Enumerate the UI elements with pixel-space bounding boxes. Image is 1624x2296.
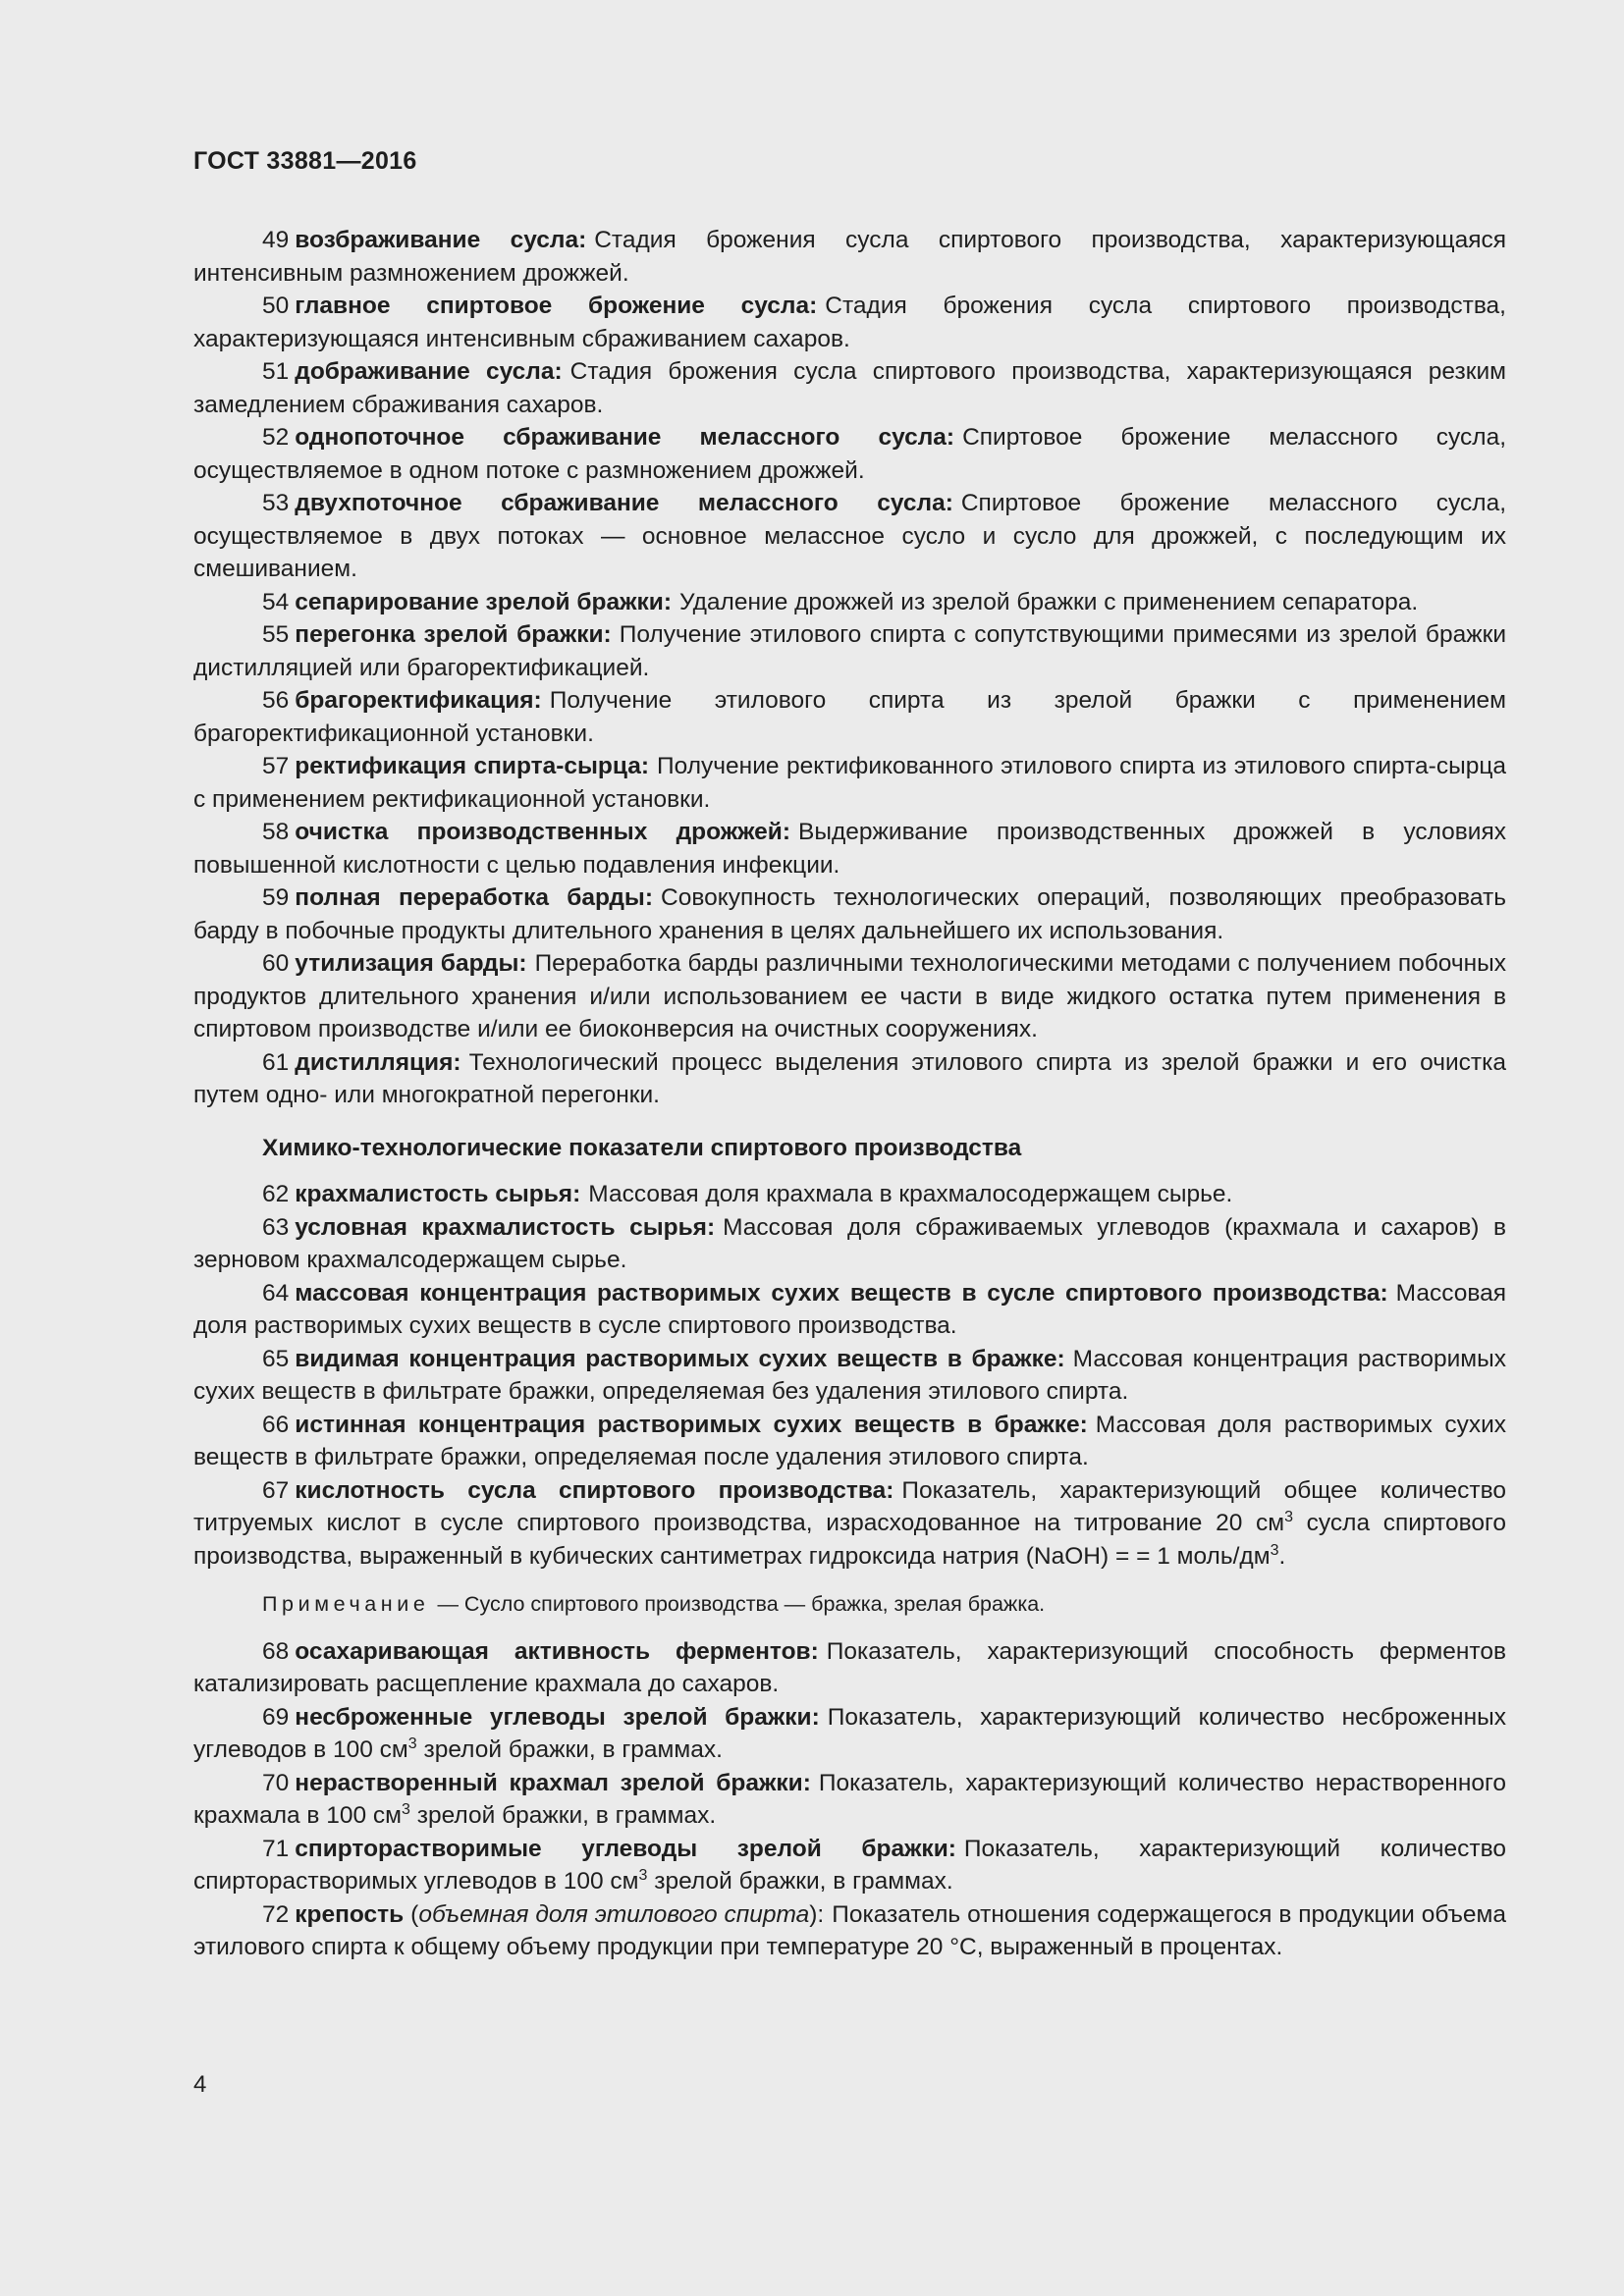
entry-term: сепарирование зрелой бражки: [295,588,672,615]
entry-definition-part: Показатель, характеризующий количество несброженных углеводов в 100 см [193,1703,1506,1763]
entry-number: 55 [262,621,290,648]
entry-term: видимая концентрация растворимых сухих веществ в бражке: [295,1345,1065,1372]
entry-number: 71 [262,1835,290,1862]
term-entry [193,618,1506,684]
term-entry [193,1046,1506,1112]
entry-definition: Спиртовое брожение мелассного сусла, осуществляемое в двух потоках — основное мелассное сусло и сусло для дрожжей, с последующим их смешиванием. [193,490,1506,582]
superscript: 3 [407,1735,417,1752]
note-label: Примечание [262,1592,430,1616]
entry-term: спирторастворимые углеводы зрелой бражки: [295,1835,956,1862]
entry-number: 70 [262,1769,290,1796]
entry-term: очистка производственных дрожжей: [295,819,790,845]
term-entry [193,1898,1506,1964]
entry-term: массовая концентрация растворимых сухих веществ в сусле спиртового производства: [295,1279,1388,1307]
entry-definition-part: Показатель, характеризующий количество нерастворенного крахмала в 100 см [193,1769,1506,1829]
entry-term: несброженные углеводы зрелой бражки: [295,1703,820,1731]
entry-definition: Получение этилового спирта из зрелой бражки с применением брагоректификационной установки. [193,687,1506,747]
term-entry [193,947,1506,1046]
entry-term: возбраживание сусла: [295,227,587,253]
entry-number: 58 [262,819,290,845]
entry-term: дображивание сусла: [295,358,563,385]
entry-number: 67 [262,1476,290,1504]
entries-group-c [193,1635,1506,1964]
entry-definition: Стадия брожения сусла спиртового производства, характеризующаяся резким замедлением сбраживания сахаров. [193,358,1506,418]
paren-close: ): [809,1900,825,1928]
entry-definition: Выдерживание производственных дрожжей в условиях повышенной кислотности с целью подавления инфекции. [193,819,1506,879]
term-entry [193,355,1506,421]
term-entry [193,1343,1506,1409]
entry-term: крахмалистость сырья: [295,1181,581,1207]
superscript: 3 [638,1867,648,1884]
entry-number: 57 [262,753,290,779]
entry-definition-part: зрелой бражки, в граммах. [647,1868,953,1895]
entry-term: полная переработка барды: [295,884,654,911]
entry-definition: Удаление дрожжей из зрелой бражки с применением сепаратора. [678,588,1419,615]
entry-definition-part: Показатель, характеризующий количество спирторастворимых углеводов в 100 см [193,1835,1506,1895]
document-body [193,224,1506,1964]
term-entry [193,1211,1506,1277]
entry-definition-part: . [1278,1542,1286,1570]
entry-definition: Получение ректификованного этилового спирта из этилового спирта-сырца с применением ректификационной установки. [193,753,1506,813]
note [193,1588,1506,1622]
term-entry [193,1178,1506,1211]
entry-number: 50 [262,293,290,319]
entry-term: однопоточное сбраживание мелассного сусла: [295,424,955,451]
entry-definition: Технологический процесс выделения этилового спирта из зрелой бражки и его очистка путем одно- или многократной перегонки. [193,1048,1506,1108]
entry-definition: Массовая доля сбраживаемых углеводов (крахмала и сахаров) в зерновом крахмалсодержащем сырье. [193,1213,1506,1273]
entry-number: 53 [262,490,290,516]
entry-term: дистилляция: [295,1048,461,1076]
entry-term: осахаривающая активность ферментов: [295,1637,819,1665]
entry-term: нерастворенный крахмал зрелой бражки: [295,1769,811,1796]
entry-definition: Совокупность технологических операций, позволяющих преобразовать барду в побочные продукты длительного хранения в целях дальнейшего их использования. [193,884,1506,944]
entry-number: 69 [262,1703,290,1731]
entry-definition: Спиртовое брожение мелассного сусла, осуществляемое в одном потоке с размножением дрожжей. [193,424,1506,484]
term-entry [193,224,1506,290]
entry-number: 51 [262,358,290,385]
entry-term: брагоректификация: [295,687,542,714]
entry-definition-part: сусла спиртового производства, выраженный в кубических сантиметрах гидроксида натрия (NaOH) = = 1 моль/дм [193,1510,1506,1570]
entry-number: 60 [262,950,290,977]
entry-term: утилизация барды: [295,950,527,977]
entry-definition-part: зрелой бражки, в граммах. [409,1802,717,1829]
entry-definition: Получение этилового спирта с сопутствующими примесями из зрелой бражки дистилляцией или брагоректификацией. [193,621,1507,681]
term-entry [193,1277,1506,1343]
entry-number: 65 [262,1345,290,1372]
entry-definition: Массовая доля растворимых сухих веществ в сусле спиртового производства. [193,1279,1506,1339]
entries-group-a [193,224,1506,1112]
term-entry [193,750,1506,816]
entry-term: условная крахмалистость сырья: [295,1213,716,1241]
entry-definition: Массовая доля растворимых сухих веществ в фильтрате бражки, определяемая после удаления этилового спирта. [193,1411,1507,1470]
entry-number: 66 [262,1411,290,1438]
term-entry [193,586,1506,619]
entry-term: истинная концентрация растворимых сухих веществ в бражке: [295,1411,1088,1438]
entry-term: крепость [295,1900,405,1928]
term-entry [193,421,1506,487]
entry-number: 52 [262,424,290,451]
entry-definition: Переработка барды различными технологическими методами с получением побочных продуктов длительного хранения и/или использованием ее части в виде жидкого остатка путем применения в спиртовом производстве и/или ее биоконверсия на очистных сооружениях. [193,950,1506,1042]
entry-definition-part: Показатель, характеризующий общее количество титруемых кислот в сусле спиртового производства, израсходованное на титрование 20 см [193,1476,1506,1536]
term-entry [193,1409,1506,1474]
entry-number: 72 [262,1900,290,1928]
term-entry [193,881,1506,947]
entry-number: 56 [262,687,290,714]
entry-number: 54 [262,588,290,615]
note-text: — Сусло спиртового производства — бражка, зрелая бражка. [437,1592,1046,1616]
term-entry [193,1833,1506,1898]
page-number: 4 [193,2071,207,2098]
entry-term: ректификация спирта-сырца: [295,753,650,779]
entry-term: главное спиртовое брожение сусла: [295,293,818,319]
term-entry [193,1767,1506,1833]
superscript: 3 [1270,1541,1279,1559]
term-entry [193,1635,1506,1701]
paren-open: ( [404,1900,419,1928]
superscript: 3 [1284,1509,1293,1525]
entry-number: 49 [262,227,290,253]
entry-number: 62 [262,1181,290,1207]
term-entry [193,1701,1506,1767]
entry-definition: Показатель, характеризующий способность ферментов катализировать расщепление крахмала до сахаров. [193,1637,1506,1697]
entry-number: 59 [262,884,290,911]
entry-term: перегонка зрелой бражки: [295,621,612,648]
entry-number: 63 [262,1213,290,1241]
entry-number: 61 [262,1048,290,1076]
term-entry [193,487,1506,586]
entry-definition: Массовая концентрация растворимых сухих веществ в фильтрате бражки, определяемая без удаления этилового спирта. [193,1345,1506,1405]
entry-definition-part: зрелой бражки, в граммах. [416,1736,723,1763]
entry-definition: Массовая доля крахмала в крахмалосодержащем сырье. [588,1181,1233,1207]
term-entry [193,684,1506,750]
entry-number: 68 [262,1637,290,1665]
entry-definition: Стадия брожения сусла спиртового производства, характеризующаяся интенсивным размножением дрожжей. [193,227,1506,287]
entry-term: кислотность сусла спиртового производства: [295,1476,894,1504]
entries-group-b [193,1178,1506,1573]
superscript: 3 [402,1801,410,1818]
entry-definition: Стадия брожения сусла спиртового производства, характеризующаяся интенсивным сбраживанием сахаров. [193,293,1506,352]
term-entry [193,816,1506,881]
term-entry [193,290,1506,355]
document-header: ГОСТ 33881—2016 [193,147,417,175]
entry-term-alias: объемная доля этилового спирта [418,1900,810,1928]
term-entry [193,1474,1506,1574]
entry-number: 64 [262,1279,290,1307]
section-title: Химико-технологические показатели спиртового производства [262,1134,1022,1161]
entry-term: двухпоточное сбраживание мелассного сусла: [295,490,953,516]
entry-definition: Показатель отношения содержащегося в продукции объема этилового спирта к общему объему продукции при температуре 20 °С, выраженный в процентах. [193,1900,1507,1960]
